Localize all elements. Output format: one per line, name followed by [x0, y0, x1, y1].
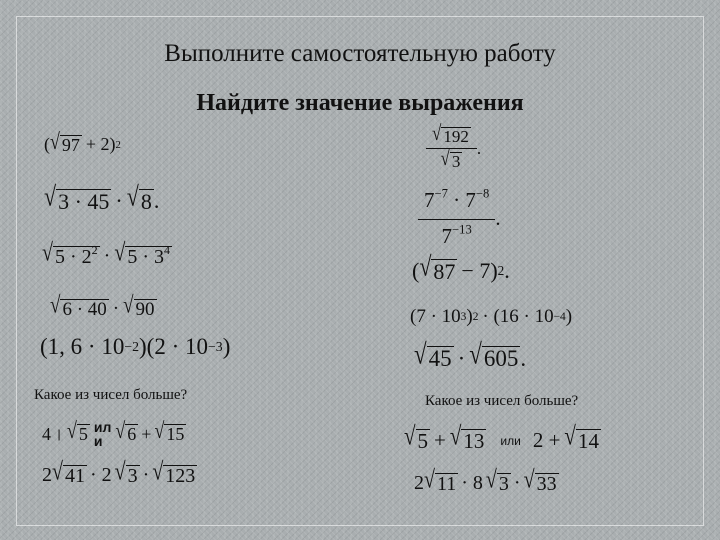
radicand: 605	[483, 346, 519, 372]
left-expr-5: (1, 6 · 10 −2 )(2 · 10 −3 )	[40, 334, 231, 359]
left-expr-1: ( √ 97 + 2) 2	[44, 128, 121, 155]
left-expr-3	[42, 238, 172, 268]
radicand: 14	[577, 428, 599, 453]
sqrt: √ 5	[404, 420, 429, 453]
stray-mark: |	[57, 427, 61, 441]
expr-part: (1, 6 · 10	[40, 334, 125, 359]
radicand: 5	[78, 424, 88, 445]
sqrt: √ 15	[154, 417, 185, 445]
radicand: 3	[498, 472, 509, 495]
period: .	[476, 138, 482, 158]
sqrt: √ 3 · 45	[44, 180, 110, 214]
sqrt: √ 90	[123, 292, 155, 320]
radicand: 3	[451, 152, 461, 171]
or-label	[94, 420, 112, 448]
expr-tail: + 2)	[85, 134, 116, 154]
sqrt: √ 605	[469, 338, 519, 372]
sqrt: √ 3	[485, 465, 509, 495]
fraction	[426, 121, 477, 171]
sqrt: √ 11	[424, 465, 457, 495]
radicand: $5 \cdot 2^2$	[54, 242, 98, 268]
right-question: Какое из чисел больше?	[425, 393, 579, 409]
right-expr-1	[426, 121, 482, 171]
sqrt: √ 13	[449, 420, 485, 453]
radicand: 87	[433, 258, 456, 284]
left-compare-2	[42, 457, 197, 487]
number: 4	[42, 423, 51, 444]
sqrt: √ 3	[114, 457, 138, 487]
right-expr-2	[418, 188, 501, 249]
radicand: 8	[140, 188, 152, 214]
dot: ·	[457, 346, 466, 371]
sqrt: √ 33	[523, 465, 557, 495]
period: .	[504, 258, 510, 283]
sqrt: √ 6	[115, 417, 137, 445]
sqrt: √ 45	[414, 338, 452, 372]
right-compare-1	[404, 420, 601, 453]
sqrt: √ 3	[440, 146, 461, 171]
radicand: 41	[64, 464, 85, 487]
expr-tail: − 7)	[461, 258, 498, 283]
dot: ·	[103, 245, 111, 267]
task-heading: Найдите значение выражения	[196, 90, 524, 116]
sqrt: √ 192	[432, 121, 469, 146]
sqrt: √ 123	[152, 457, 196, 487]
radicand: 15	[166, 424, 185, 445]
right-expr-4: (7 · 10 3 ) 2 · (16 · 10 −4 )	[410, 306, 573, 327]
right-expr-3: ( √ 87 − 7) 2 .	[412, 250, 510, 284]
radicand: $5 \cdot 3^4$	[127, 242, 170, 268]
plus: +	[434, 428, 446, 452]
expr-part: )(2 · 10	[139, 334, 208, 359]
radicand: 6 · 40	[62, 298, 107, 320]
right-expr-5	[414, 338, 527, 372]
or-part: ил	[93, 419, 112, 435]
sqrt: √ $5 \cdot 3^4$	[114, 238, 170, 268]
period: .	[153, 188, 160, 213]
radicand: 5	[417, 428, 429, 453]
expr-part: · 8	[461, 472, 483, 494]
expr-part: · 2	[89, 464, 112, 486]
slide-title: Выполните самостоятельную работу	[164, 40, 556, 67]
period: .	[495, 206, 501, 230]
fraction: $\frac{7^{-7} \cdot 7^{-8}}{7^{-13}}$	[418, 188, 495, 249]
radicand: 6	[127, 424, 137, 445]
period: .	[520, 346, 527, 371]
expr-part: (7 · 10	[410, 306, 461, 327]
sqrt: √ 41	[52, 457, 85, 487]
number: 2 +	[532, 428, 561, 452]
expr-part: )	[565, 306, 573, 327]
sqrt: √ 97	[50, 128, 80, 155]
coefficient: 2	[42, 464, 52, 486]
left-expr-4	[50, 292, 157, 320]
dot: ·	[142, 464, 150, 486]
dot: ·	[115, 188, 123, 213]
expr-part: )	[466, 306, 473, 327]
or-label: или	[500, 433, 521, 448]
radicand: 45	[428, 346, 452, 372]
coefficient: 2	[414, 472, 424, 494]
radicand: 11	[436, 472, 457, 495]
plus: +	[141, 423, 152, 444]
radicand: 123	[165, 464, 196, 487]
left-expr-2	[44, 180, 160, 214]
sqrt: √ $5 \cdot 2^2$	[42, 238, 98, 268]
sqrt: √ 8	[126, 180, 152, 214]
or-part: и	[93, 433, 103, 449]
sqrt: √ 6 · 40	[50, 292, 107, 320]
radicand: 33	[536, 472, 557, 495]
paren: (	[44, 134, 50, 154]
radicand: 192	[443, 127, 469, 146]
radicand: 97	[61, 134, 80, 155]
dot: ·	[513, 472, 521, 494]
sqrt: √ 87	[419, 250, 456, 284]
radicand: 90	[135, 298, 155, 320]
expr-part: · (16 · 10	[482, 306, 554, 327]
paren: (	[412, 258, 420, 283]
radicand: 13	[463, 428, 485, 453]
left-compare-1	[42, 417, 186, 449]
right-compare-2	[414, 465, 559, 495]
expr-part: )	[222, 334, 231, 359]
radicand: 3	[127, 464, 138, 487]
radicand: 3 · 45	[58, 188, 110, 214]
dot: ·	[112, 298, 120, 319]
left-question: Какое из чисел больше?	[34, 387, 188, 403]
sqrt: √ 5	[67, 417, 88, 445]
sqrt: √ 14	[564, 420, 599, 453]
